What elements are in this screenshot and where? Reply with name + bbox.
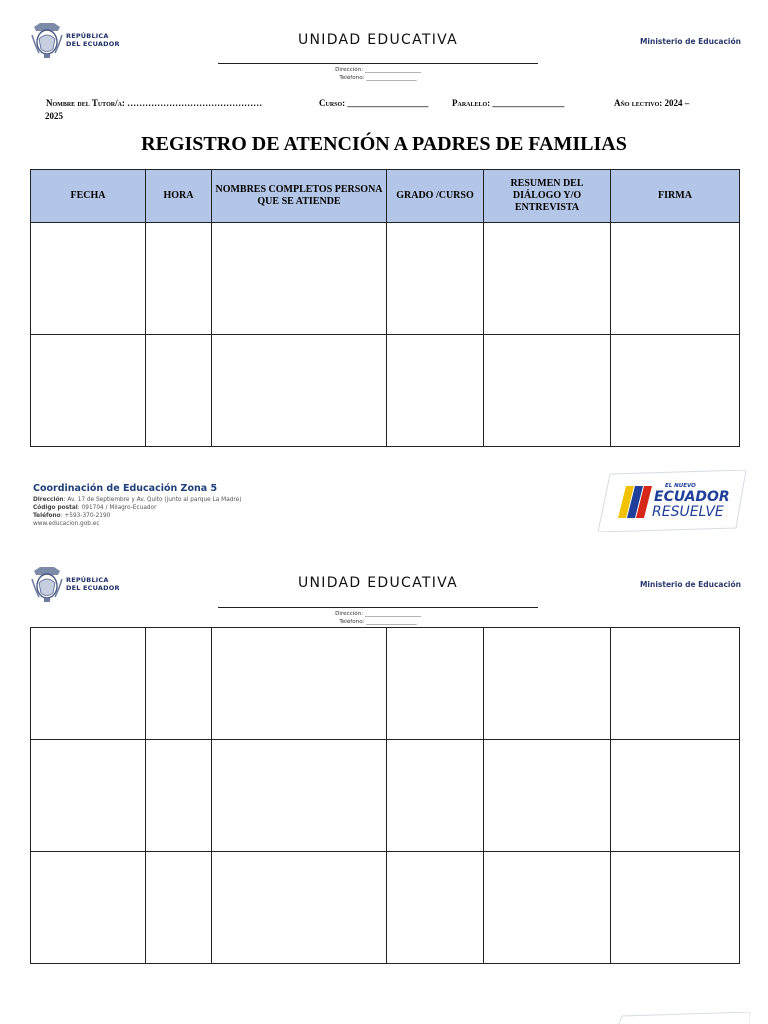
table-cell[interactable] [212,740,387,852]
table-cell[interactable] [484,223,611,335]
logo-line-2: DEL ECUADOR [66,40,120,48]
table-cell[interactable] [611,628,740,740]
footer-tel-label: Teléfono [33,513,61,519]
anio-field: Año lectivo: 2024 – [614,98,690,108]
ecuador-resuelve-badge-partial [610,1012,750,1024]
table-cell[interactable] [31,628,146,740]
table-cell[interactable] [611,740,740,852]
tutor-field: Nombre del Tutor/a: ……………………………………… [46,98,263,108]
header-hora: HORA [146,170,212,223]
curso-field: Curso: __________________ [319,98,429,108]
footer-dir-value: : Av. 17 de Septiembre y Av. Quito (junto al parque La Madre) [63,497,242,503]
table-row [31,335,740,447]
logo-line-1: REPÚBLICA [66,576,109,584]
table-row [31,740,740,852]
table-cell[interactable] [31,335,146,447]
address-line: Dirección: ____________________ [335,67,421,73]
table-cell[interactable] [212,335,387,447]
footer [33,483,242,528]
table-cell[interactable] [146,628,212,740]
logo-line-1: REPÚBLICA [66,32,109,40]
document-title: REGISTRO DE ATENCIÓN A PADRES DE FAMILIAS [141,133,627,155]
table-cell[interactable] [146,223,212,335]
table-cell[interactable] [387,223,484,335]
table-cell[interactable] [611,335,740,447]
header-grado: GRADO /CURSO [387,170,484,223]
table-cell[interactable] [212,223,387,335]
anio-continuation: 2025 [45,111,63,121]
badge-line-1: EL NUEVO [665,483,696,489]
attendance-table [30,169,740,447]
ministry-label-page2: Ministerio de Educación [639,580,741,589]
table-cell[interactable] [611,852,740,964]
table-row [31,223,740,335]
table-cell[interactable] [611,223,740,335]
footer-cp-value: : 091704 / Milagro-Ecuador [77,505,157,511]
title-underline-page2 [218,607,538,608]
footer-dir-label: Dirección [33,497,64,503]
table-cell[interactable] [31,223,146,335]
address-line-page2: Dirección: ____________________ [335,611,421,617]
ecuador-resuelve-badge [596,470,748,532]
table-row [31,628,740,740]
paralelo-field: Paralelo: ________________ [452,98,565,108]
table-cell[interactable] [212,852,387,964]
header-nombres: NOMBRES COMPLETOS PERSONA QUE SE ATIENDE [212,170,387,223]
table-cell[interactable] [146,335,212,447]
title-underline [218,63,538,64]
footer-cp-label: Código postal [33,505,78,511]
ministry-label: Ministerio de Educación [639,37,741,46]
header-fecha: FECHA [31,170,146,223]
phone-line: Teléfono: __________________ [339,75,417,81]
unit-title-page2: UNIDAD EDUCATIVA [297,575,459,591]
table-cell[interactable] [387,335,484,447]
table-cell[interactable] [484,335,611,447]
footer-web: www.educacion.gob.ec [33,521,100,527]
table-cell[interactable] [146,740,212,852]
footer-coordination: Coordinación de Educación Zona 5 [33,483,218,494]
unit-title: UNIDAD EDUCATIVA [297,32,459,48]
table-cell[interactable] [387,628,484,740]
table-cell[interactable] [31,740,146,852]
table-cell[interactable] [484,852,611,964]
badge-line-2: ECUADOR [654,489,730,505]
table-cell[interactable] [484,740,611,852]
badge-line-3: RESUELVE [652,504,724,520]
header-resumen: RESUMEN DEL DIÁLOGO Y/O ENTREVISTA [484,170,611,223]
table-cell[interactable] [387,852,484,964]
attendance-table-continued [30,627,740,964]
table-cell[interactable] [146,852,212,964]
header-firma: FIRMA [611,170,740,223]
table-cell[interactable] [212,628,387,740]
table-cell[interactable] [31,852,146,964]
logo-line-2: DEL ECUADOR [66,584,120,592]
footer-tel-value: : +593-370-2190 [60,513,111,519]
table-cell[interactable] [484,628,611,740]
table-row [31,852,740,964]
table-cell[interactable] [387,740,484,852]
phone-line-page2: Teléfono: __________________ [339,619,417,625]
